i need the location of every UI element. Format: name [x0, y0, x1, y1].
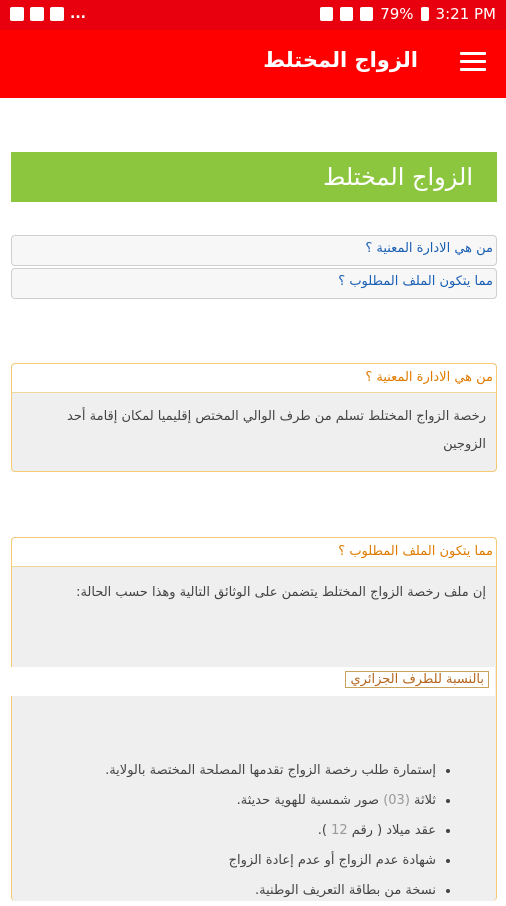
- list-item: • عقد ميلاد ( رقم 12 ).: [105, 816, 436, 846]
- sim-icon: [340, 7, 353, 21]
- notification-icons: [10, 7, 86, 21]
- section-intro: إن ملف رخصة الزواج المختلط يتضمن على الوثائق التالية وهذا حسب الحالة:: [76, 585, 486, 600]
- section-concerned-admin: [11, 363, 497, 472]
- battery-percent: 79%: [380, 5, 414, 23]
- toc-link-required-file[interactable]: [11, 268, 497, 299]
- list-item: • إستمارة طلب رخصة الزواج تقدمها المصلحة المختصة بالولاية.: [105, 756, 436, 786]
- alarm-icon: [320, 7, 333, 21]
- list-item: • نسخة من بطاقة التعريف الوطنية.: [105, 876, 436, 906]
- documents-list: [105, 756, 454, 906]
- message-notification-icon: [30, 7, 44, 21]
- page-title: الزواج المختلط: [323, 163, 473, 191]
- subheading-row: [11, 667, 495, 696]
- clock: 3:21 PM: [435, 5, 496, 23]
- signal-icon: [360, 7, 373, 21]
- hamburger-menu-icon[interactable]: [460, 52, 486, 74]
- status-bar: [0, 0, 506, 30]
- toc-link-label: مما يتكون الملف المطلوب ؟: [338, 274, 493, 289]
- section-title: من هي الادارة المعنية ؟: [365, 370, 493, 385]
- section-title: مما يتكون الملف المطلوب ؟: [338, 544, 493, 559]
- battery-icon: [421, 7, 429, 21]
- toc-link-concerned-admin[interactable]: [11, 235, 497, 266]
- mail-notification-icon: [50, 7, 64, 21]
- system-icons: [320, 5, 496, 23]
- subheading-algerian-party: بالنسبة للطرف الجزائري: [345, 671, 489, 688]
- more-notifications-indicator: ...: [70, 6, 86, 22]
- image-notification-icon: [10, 7, 24, 21]
- page-header: [11, 152, 497, 202]
- section-body: رخصة الزواج المختلط تسلم من طرف الوالي المختص إقليميا لمكان إقامة أحد الزوجين: [67, 409, 486, 452]
- list-item: • ثلاثة (03) صور شمسية للهوية حديثة.: [105, 786, 436, 816]
- toc-link-label: من هي الادارة المعنية ؟: [365, 241, 493, 256]
- section-header: [12, 538, 496, 567]
- section-header: [12, 364, 496, 393]
- list-item: • شهادة عدم الزواج أو عدم إعادة الزواج: [105, 846, 436, 876]
- app-bar: [0, 30, 506, 98]
- app-title: الزواج المختلط: [263, 48, 418, 72]
